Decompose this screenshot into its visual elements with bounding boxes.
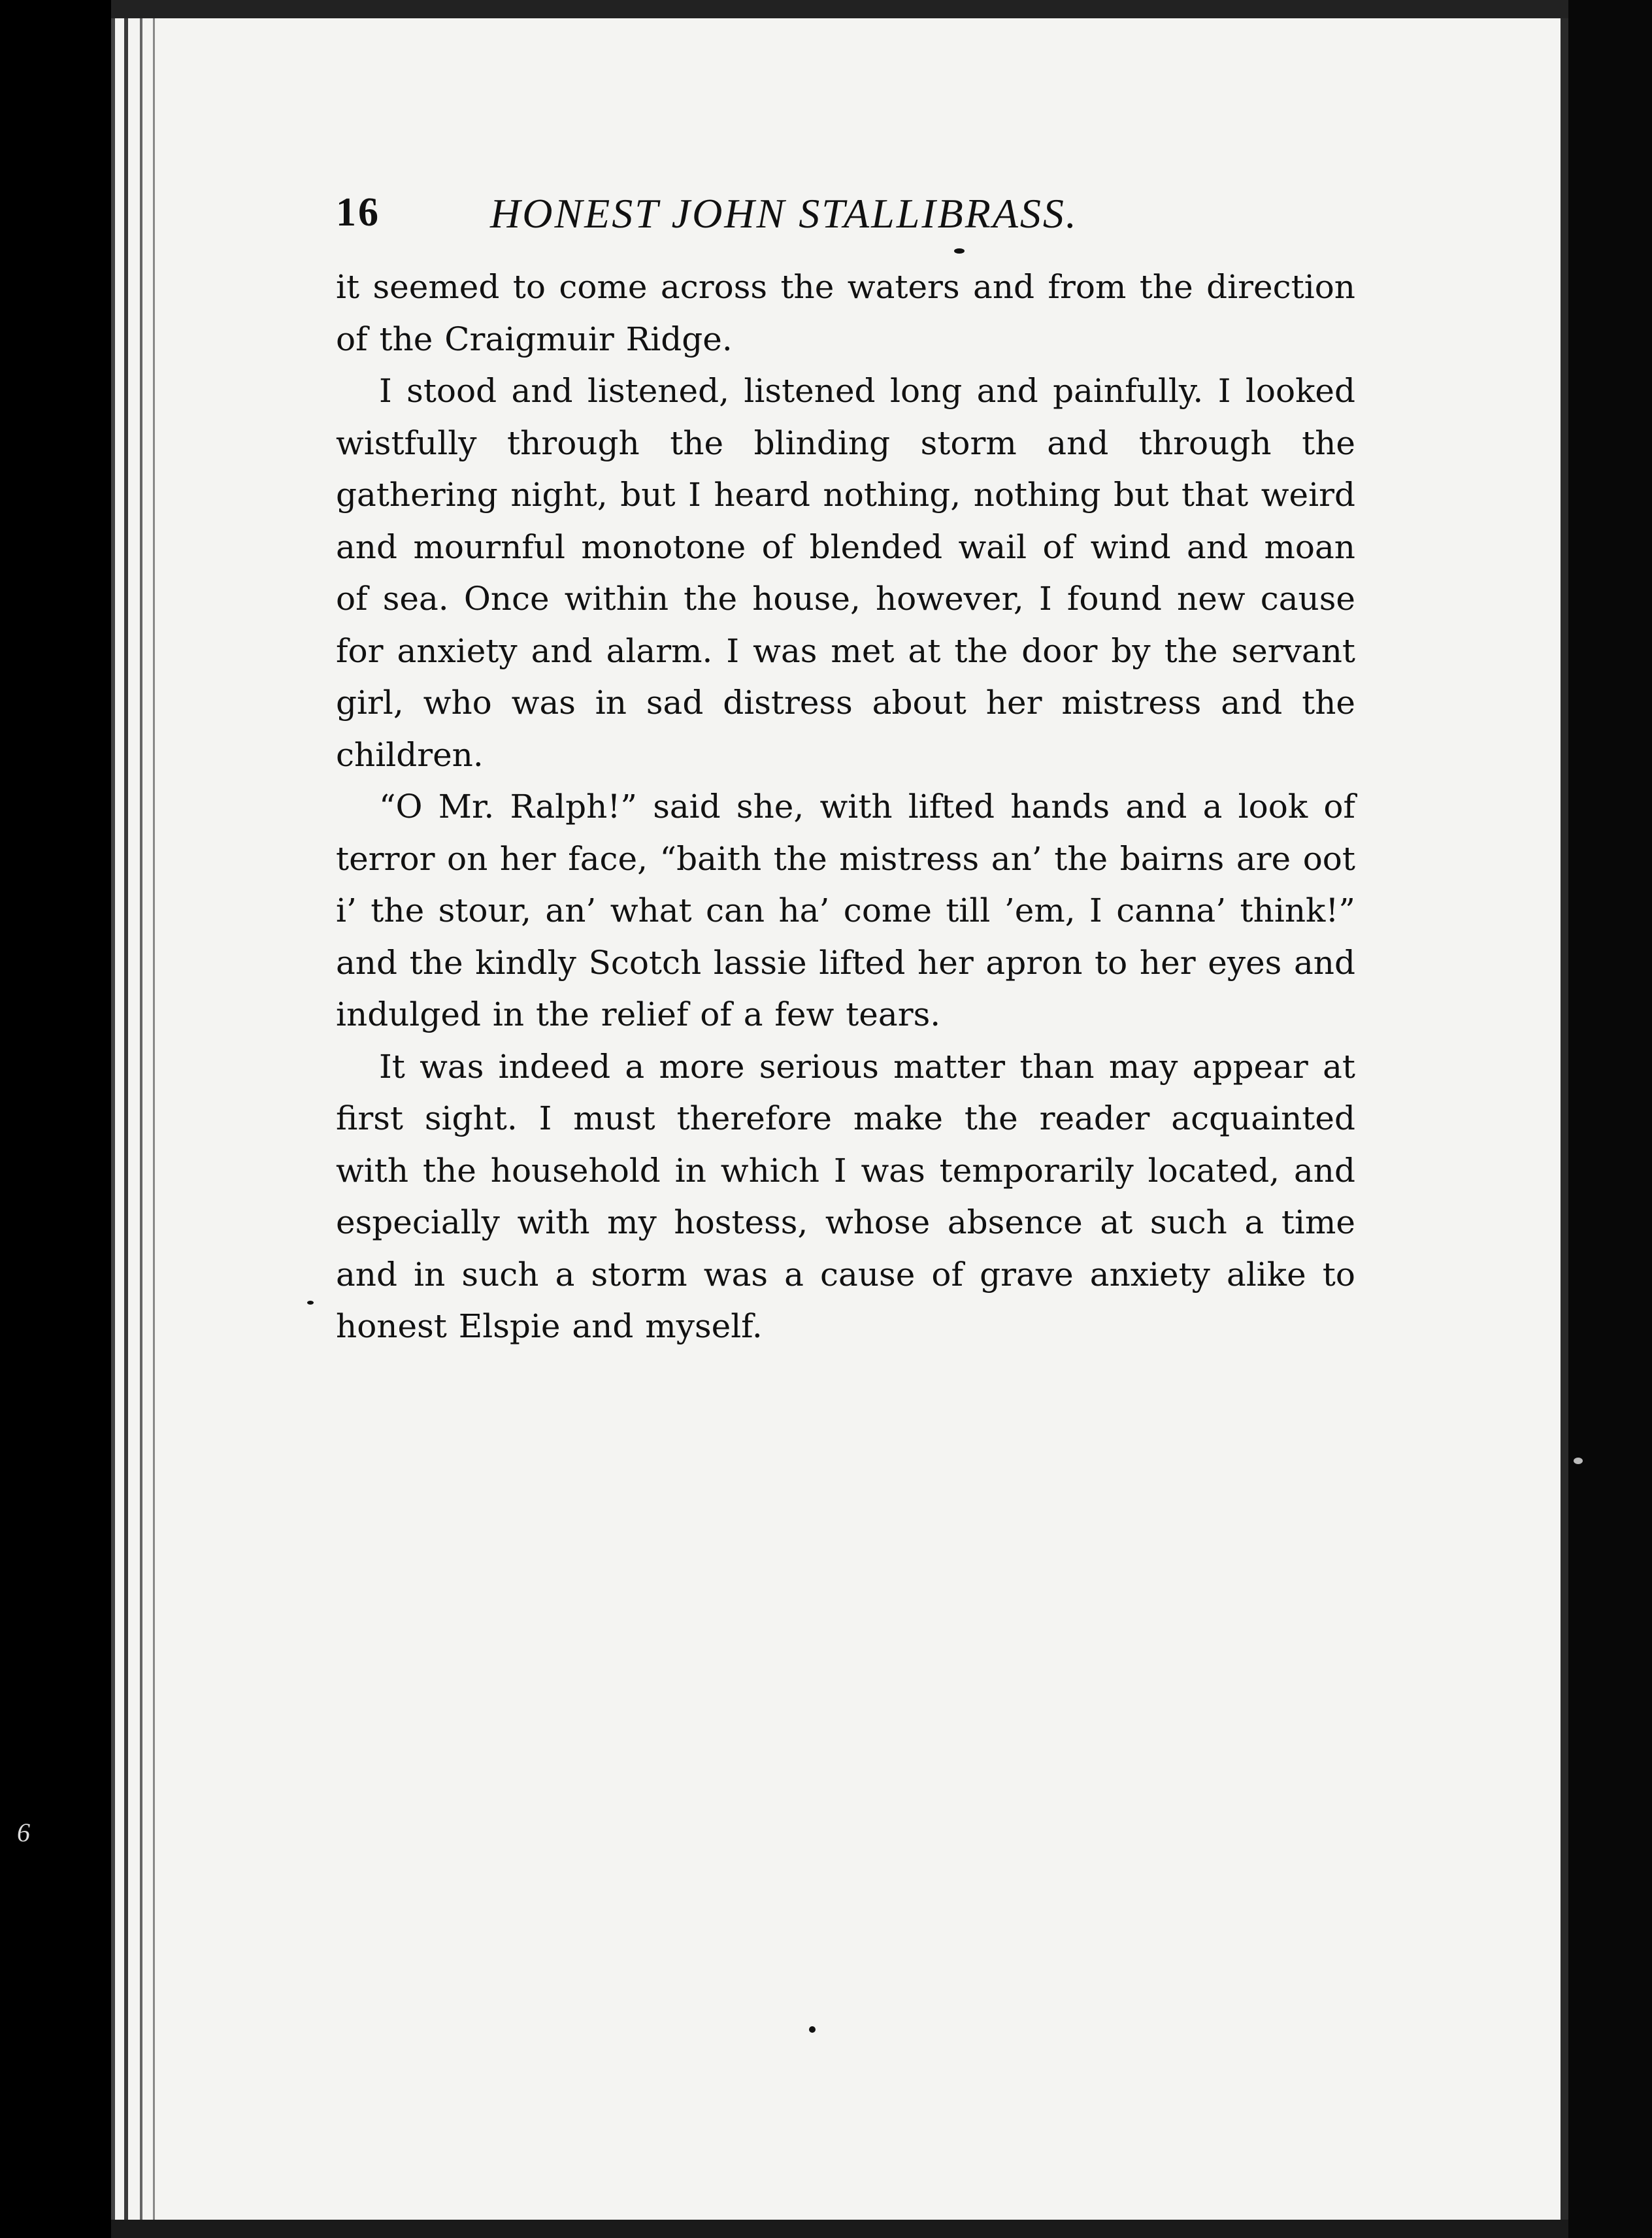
bottom-scan-shadow	[111, 2220, 1568, 2238]
paragraph: It was indeed a more serious matter than may appear at first sight. I must therefore make the reader acquainted with the household in which I was temporarily located, and especially with my hostess, whose absence at such a time and in such a storm was a cause of grave anxiety alike to honest Elspie and myself.	[336, 1047, 1355, 1345]
speck	[307, 1301, 314, 1305]
paragraph: “O Mr. Ralph!” said she, with lifted hands and a look of terror on her face, “baith the mistress an’ the bairns are oot i’ the stour, an’ what can ha’ come till ’em, I canna’ think!” and the kindly Scotch lassie lifted her apron to her eyes and indulged in the relief of a few tears.	[336, 788, 1355, 1033]
body-text	[336, 261, 1355, 1353]
text-block	[336, 176, 1355, 1353]
running-title: HONEST JOHN STALLIBRASS.	[490, 190, 1078, 237]
book-binding	[1568, 0, 1652, 2238]
top-scan-shadow	[111, 0, 1568, 18]
page-edge-line	[153, 0, 155, 2238]
speck	[809, 2026, 816, 2033]
page-number: 16	[336, 190, 380, 235]
running-head	[336, 176, 1355, 261]
paragraph: it seemed to come across the waters and from the direction of the Craigmuir Ridge.	[336, 268, 1355, 358]
speck	[1574, 1458, 1583, 1464]
page-edge-line	[124, 0, 128, 2238]
paragraph: I stood and listened, listened long and painfully. I looked wistfully through the blinding storm and through the gathering night, but I heard nothing, nothing but that weird and mournful monotone of blended wail of wind and moan of sea. Once within the house, however, I found new cause for anxiety and alarm. I was met at the door by the servant girl, who was in sad distress about her mistress and the children.	[336, 372, 1355, 774]
page-edge-line	[140, 0, 142, 2238]
margin-mark: 6	[17, 1818, 30, 1847]
